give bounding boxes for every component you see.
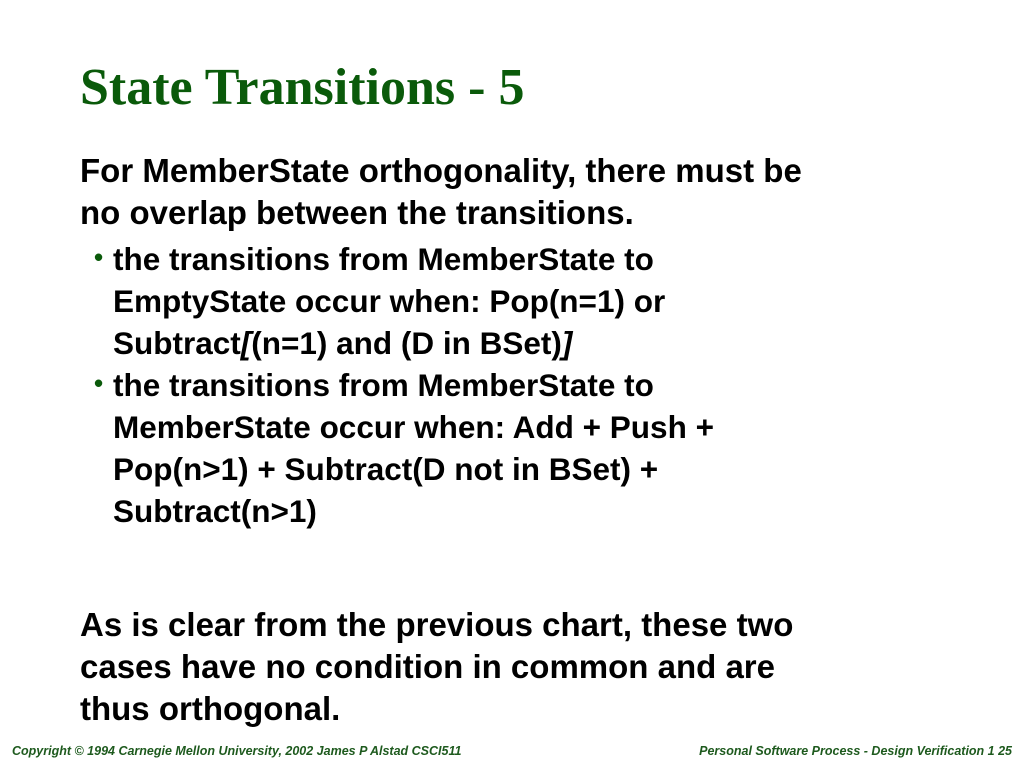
conclusion-line: As is clear from the previous chart, these two [80, 606, 794, 643]
bullet-item-emptystate-transitions [80, 238, 960, 364]
conclusion-line: cases have no condition in common and are [80, 648, 775, 685]
bullet-icon: • [94, 242, 104, 272]
bullet-list [80, 238, 960, 532]
bracket-open: [ [240, 325, 252, 361]
bullet-text-line: the transitions from MemberState to [113, 241, 654, 277]
slide-title: State Transitions - 5 [80, 59, 525, 116]
bullet-text-line: Subtract(n>1) [113, 493, 317, 529]
bullet-text-segment: Subtract [113, 325, 241, 361]
conclusion-paragraph [80, 604, 960, 730]
bullet-text-line: the transitions from MemberState to [113, 367, 654, 403]
intro-line: For MemberState orthogonality, there must be [80, 152, 802, 189]
intro-paragraph [80, 150, 960, 234]
conclusion-line: thus orthogonal. [80, 690, 341, 727]
bracket-close: ] [561, 325, 573, 361]
bullet-text-line: MemberState occur when: Add + Push + [113, 409, 714, 445]
bullet-text-line: Pop(n>1) + Subtract(D not in BSet) + [113, 451, 659, 487]
footer-course-page: Personal Software Process - Design Verification 1 25 [699, 744, 1012, 758]
intro-line: no overlap between the transitions. [80, 194, 634, 231]
footer-copyright: Copyright © 1994 Carnegie Mellon University, 2002 James P Alstad CSCI511 [12, 744, 462, 758]
bullet-text-line: EmptyState occur when: Pop(n=1) or [113, 283, 666, 319]
bullet-icon: • [94, 368, 104, 398]
bullet-item-memberstate-transitions [80, 364, 960, 532]
bullet-text-segment: (n=1) and (D in BSet) [251, 325, 562, 361]
